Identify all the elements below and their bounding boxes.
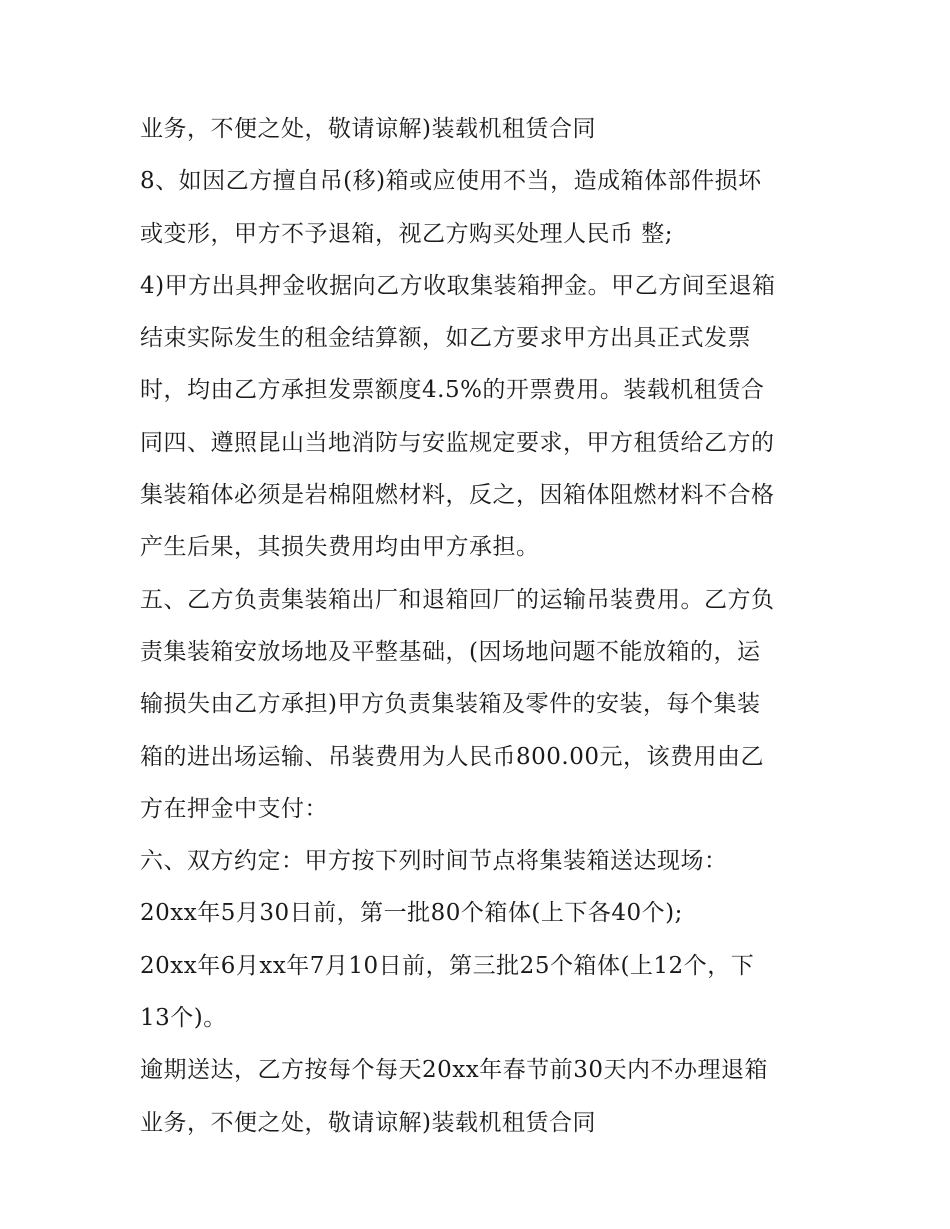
text-line: 13个)。 [140, 1005, 227, 1032]
text-line: 20xx年5月30日前，第一批80个箱体(上下各40个); [140, 900, 683, 927]
text-line: 或变形，甲方不予退箱，视乙方购买处理人民币 整; [140, 220, 674, 247]
text-line: 4)甲方出具押金收据向乙方收取集装箱押金。甲乙方间至退箱 [140, 272, 776, 299]
text-line: 箱的进出场运输、吊装费用为人民币800.00元，该费用由乙 [140, 743, 764, 770]
text-line: 20xx年6月xx年7月10日前，第三批25个箱体(上12个，下 [140, 952, 755, 979]
text-line: 产生后果，其损失费用均由甲方承担。 [140, 534, 540, 561]
text-line: 8、如因乙方擅自吊(移)箱或应使用不当，造成箱体部件损坏 [140, 168, 762, 195]
text-line: 业务，不便之处，敬请谅解)装载机租赁合同 [140, 116, 596, 142]
text-line: 方在押金中支付： [140, 795, 328, 822]
document-body [140, 103, 820, 1149]
text-line: 同四、遵照昆山当地消防与安监规定要求，甲方租赁给乙方的 [140, 429, 775, 456]
text-line: 逾期送达，乙方按每个每天20xx年春节前30天内不办理退箱 [140, 1057, 768, 1084]
text-line: 集装箱体必须是岩棉阻燃材料，反之，因箱体阻燃材料不合格 [140, 482, 775, 509]
text-line: 五、乙方负责集装箱出厂和退箱回厂的运输吊装费用。乙方负 [140, 586, 775, 613]
text-line: 六、双方约定：甲方按下列时间节点将集装箱送达现场： [140, 848, 728, 875]
text-line: 时，均由乙方承担发票额度4.5%的开票费用。装载机租赁合 [140, 377, 765, 404]
text-line: 结束实际发生的租金结算额，如乙方要求甲方出具正式发票 [140, 325, 751, 352]
text-line: 输损失由乙方承担)甲方负责集装箱及零件的安装，每个集装 [140, 691, 761, 718]
text-line: 责集装箱安放场地及平整基础，(因场地问题不能放箱的，运 [140, 638, 761, 665]
text-line: 业务，不便之处，敬请谅解)装载机租赁合同 [140, 1109, 596, 1136]
